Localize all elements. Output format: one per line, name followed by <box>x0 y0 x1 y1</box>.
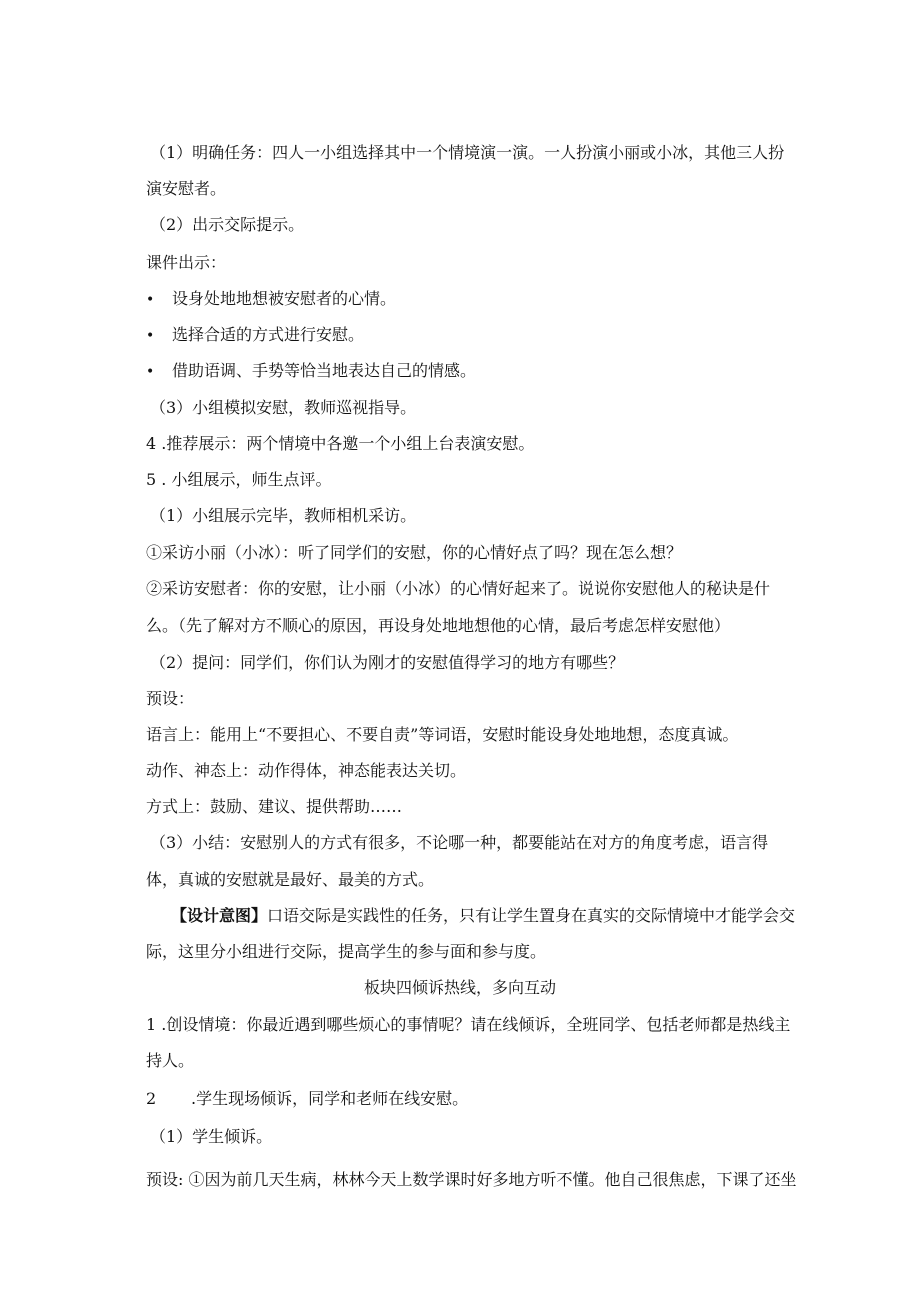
bullet-1-text: 设身处地地想被安慰者的心情。 <box>172 289 397 308</box>
design-intent-text: 口语交际是实践性的任务，只有让学生置身在真实的交际情境中才能学会交 <box>267 906 796 925</box>
courseware-label: 课件出示： <box>146 253 227 272</box>
group-sim-line: （3）小组模拟安慰，教师巡视指导。 <box>150 398 417 417</box>
interview-comforter-cont: 么。（先了解对方不顺心的原因，再设身处地地想他的心情，最后考虑怎样安慰他） <box>146 616 731 635</box>
bullet-2-text: 选择合适的方式进行安慰。 <box>172 325 365 344</box>
bullet-1-marker: • <box>146 292 155 308</box>
design-intent-cont: 际，这里分小组进行交际，提高学生的参与面和参与度。 <box>146 942 547 961</box>
recommend-line: 4 .推荐展示：两个情境中各邀一个小组上台表演安慰。 <box>146 434 535 453</box>
interview-line: （1）小组展示完毕，教师相机采访。 <box>150 506 417 525</box>
interview-comforter: ②采访安慰者：你的安慰，让小丽（小冰）的心情好起来了。说说你安慰他人的秘诀是什 <box>146 579 771 598</box>
preset-label: 预设： <box>146 689 195 708</box>
student-confide-line: （1）学生倾诉。 <box>150 1127 273 1146</box>
bullet-2-marker: • <box>146 328 155 344</box>
bullet-3-text: 借助语调、手势等恰当地表达自己的情感。 <box>172 361 477 380</box>
question-line: （2）提问：同学们，你们认为刚才的安慰值得学习的地方有哪些？ <box>150 653 625 672</box>
step-2-number: 2 <box>146 1089 157 1108</box>
section-heading: 板块四倾诉热线，多向互动 <box>363 978 556 997</box>
scenario-line-cont: 持人。 <box>146 1051 195 1070</box>
task-line-1-cont: 演安慰者。 <box>146 179 227 198</box>
preset-linlin: 预设: ①因为前几天生病，林林今天上数学课时好多地方听不懂。他自己很焦虑，下课了还坐 <box>146 1170 797 1189</box>
bullet-3-marker: • <box>146 364 155 380</box>
preset-action: 动作、神态上：动作得体，神态能表达关切。 <box>146 761 467 780</box>
step-2-text: .学生现场倾诉，同学和老师在线安慰。 <box>191 1089 469 1108</box>
task-line-1: （1）明确任务：四人一小组选择其中一个情境演一演。一人扮演小丽或小冰，其他三人扮 <box>150 143 785 162</box>
design-intent-label: 【设计意图】 <box>171 906 268 925</box>
group-show-line: 5 . 小组展示，师生点评。 <box>146 470 332 489</box>
summary-line-cont: 体，真诚的安慰就是最好、最美的方式。 <box>146 870 435 889</box>
preset-method: 方式上：鼓励、建议、提供帮助…… <box>146 797 403 816</box>
design-intent-line <box>171 906 795 926</box>
summary-line: （3）小结：安慰别人的方式有很多，不论哪一种，都要能站在对方的角度考虑，语言得 <box>150 833 769 852</box>
preset-language: 语言上：能用上“不要担心、不要自责”等词语，安慰时能设身处地地想，态度真诚。 <box>146 725 739 744</box>
interview-xiaoli: ①采访小丽（小冰）：听了同学们的安慰，你的心情好点了吗？现在怎么想？ <box>146 543 683 562</box>
scenario-line: 1 .创设情境：你最近遇到哪些烦心的事情呢？请在线倾诉，全班同学、包括老师都是热线主 <box>146 1015 791 1034</box>
prompt-line: （2）出示交际提示。 <box>150 215 305 234</box>
